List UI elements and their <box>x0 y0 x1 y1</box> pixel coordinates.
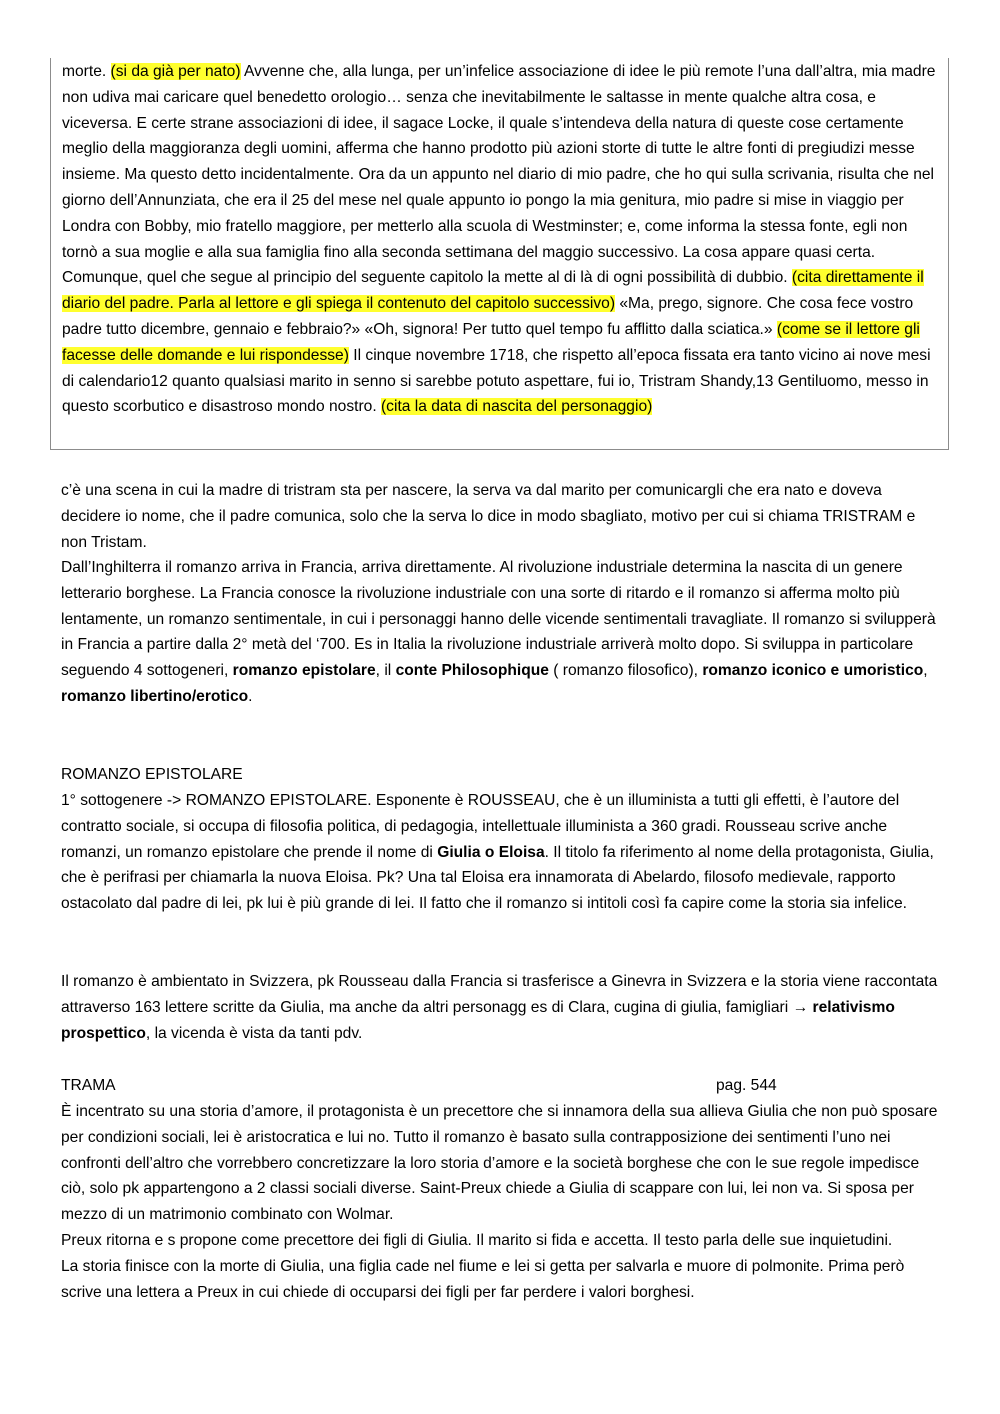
paragraph-svizzera <box>61 969 943 1046</box>
quote-text-1: morte. <box>62 63 111 80</box>
text-span: Dall’Inghilterra il romanzo arriva in Francia, arriva direttamente. Al rivoluzione industriale determina la nascita di un genere letterario borghese. La Francia conosce la rivoluzione industriale con una sorte di ritardo e il romanzo si afferma molto più lentamente, un romanzo sentimentale, in cui i personaggi hanno delle vicende sentimentali travagliate. Il romanzo si svilupperà in Francia a partire dalla 2° metà del ‘700. Es in Italia la rivoluzione industriale arriverà molto dopo. Si sviluppa in particolare seguendo 4 sottogeneri, <box>61 559 936 680</box>
text-span: 1° sottogenere -> ROMANZO EPISTOLARE. Esponente è ROUSSEAU, che è un illuminista a tutti gli effetti, è l’autore del contratto sociale, si occupa di filosofia politica, di pedagogia, intellettuale illuminista a 360 gradi. Rousseau scrive anche romanzi, un romanzo epistolare che prende il nome di <box>61 792 900 861</box>
arrow-right-icon: → <box>792 998 813 1016</box>
annotation-highlight-1: (si da già per nato) <box>110 63 241 80</box>
trama-body <box>61 1099 943 1305</box>
annotation-highlight-3: (come se il lettore gli facesse delle domande e lui rispondesse) <box>62 320 920 364</box>
bold-term: romanzo iconico e umoristico <box>702 662 924 680</box>
quote-text-4: Il cinque novembre 1718, che rispetto all’epoca fissata era tanto vicino ai nove mesi di calendario12 quanto qualsiasi marito in senno si sarebbe potuto aspettare, fui io, Tristram Shandy,13 Gentiluomo, messo in questo scorbutico e disastroso mondo nostro. <box>62 346 931 416</box>
text-span: , il <box>375 662 396 680</box>
text-span: , la vicenda è vista da tanti pdv. <box>145 1024 363 1042</box>
bold-term: relativismo prospettico <box>61 998 895 1042</box>
paragraph-tristram-name: c’è una scena in cui la madre di tristram sta per nascere, la serva va dal marito per comunicargli che era nato e doveva decidere io nome, che il padre comunica, solo che la serva lo dice in modo sbagliato, motivo per cui si chiama TRISTRAM e non Tristam. <box>61 482 916 551</box>
text-span: , <box>923 662 928 680</box>
paragraph-rousseau <box>61 788 943 917</box>
bold-term: romanzo libertino/erotico <box>61 687 249 705</box>
heading-trama: TRAMA <box>61 1077 116 1094</box>
bold-term: romanzo epistolare <box>232 662 376 680</box>
page-reference: pag. 544 <box>716 1077 777 1094</box>
paragraph-trama-3: La storia finisce con la morte di Giulia, una figlia cade nel fiume e lei si getta per salvarla e muore di polmonite. Prima però scrive una lettera a Preux in cui chiede di occuparsi dei figli per far perdere i valori borghesi. <box>61 1257 905 1301</box>
annotation-highlight-4: (cita la data di nascita del personaggio) <box>380 398 653 416</box>
paragraph-trama-1: È incentrato su una storia d’amore, il protagonista è un precettore che si innamora della sua allieva Giulia che non può sposare per condizioni sociali, lei è aristocratica e lui no. Tutto il romanzo è basato sulla contrapposizione dei sentimenti l’uno nei confronti dell’altro che vorrebbero concretizzare la loro storia d’amore e la società borghese che con le sue regole impedisce ciò, solo pk appartengono a 2 classi sociali diverse. Saint-Preux chiede a Giulia di scappare con lui, lei non va. Si sposa per mezzo di un matrimonio combinato con Wolmar. <box>61 1103 938 1224</box>
quote-text-2: Avvenne che, alla lunga, per un’infelice associazione di idee le più remote l’una dall’altra, mia madre non udiva mai caricare quel benedetto orologio… senza che inevitabilmente le saltasse in mente qualche altra cosa, e viceversa. E certe strane associazioni di idee, il sagace Locke, il quale s’intendeva della natura di queste cose certamente meglio della maggioranza degli uomini, afferma che hanno prodotto più azioni storte di tutte le altre fonti di pregiudizi messe insieme. Ma questo detto incidentalmente. Ora da un appunto nel diario di mio padre, che ho qui sulla scrivania, risulta che nel giorno dell’Annunziata, che era il 25 del mese nel quale appunto io pongo la mia genitura, mio padre si mise in viaggio per Londra con Bobby, mio fratello maggiore, per metterlo alla scuola di Westminster; e, come informa la stessa fonte, egli non tornò a sua moglie e alla sua famiglia fino alla seconda settimana del maggio successivo. La cosa appare quasi certa. Comunque, quel che segue al principio del seguente capitolo la mette al di là di ogni possibilità di dubbio. <box>62 63 936 287</box>
text-span: ( romanzo filosofico), <box>548 662 703 680</box>
paragraph-francia <box>61 555 943 710</box>
text-span: . Il titolo fa riferimento al nome della protagonista, Giulia, che è perifrasi per chiamarla la nuova Eloisa. Pk? Una tal Eloisa era innamorata di Abelardo, filosofo medievale, rapporto ostacolato dal padre di lei, pk lui è più grande di lei. Il fatto che il romanzo si intitoli così fa capire come la storia sia infelice. <box>61 843 934 913</box>
quote-text-3: «Ma, prego, signore. Che cosa fece vostro padre tutto dicembre, gennaio e febbraio?» «Oh, signora! Per tutto quel tempo fu afflitto dalla sciatica.» <box>62 295 914 338</box>
paragraph-trama-2: Preux ritorna e s propone come precettore dei figli di Giulia. Il marito si fida e accetta. Il testo parla delle sue inquietudini. <box>61 1231 893 1249</box>
text-span: Il romanzo è ambientato in Svizzera, pk Rousseau dalla Francia si trasferisce a Ginevra in Svizzera e la storia viene raccontata attraverso 163 lettere scritte da Giulia, ma anche da altri personagg es di Clara, cugina di giulia, famigliari <box>61 973 938 1016</box>
quote-box <box>50 58 949 450</box>
bold-term: conte Philosophique <box>395 662 549 680</box>
trama-heading-row <box>61 1073 943 1099</box>
heading-romanzo-epistolare: ROMANZO EPISTOLARE <box>61 766 243 783</box>
text-span: . <box>248 687 253 705</box>
annotation-highlight-2: (cita direttamente il diario del padre. Parla al lettore e gli spiega il contenuto del capitolo successivo) <box>62 269 924 313</box>
quote-text <box>62 59 938 420</box>
bold-term: Giulia o Eloisa <box>437 843 545 861</box>
